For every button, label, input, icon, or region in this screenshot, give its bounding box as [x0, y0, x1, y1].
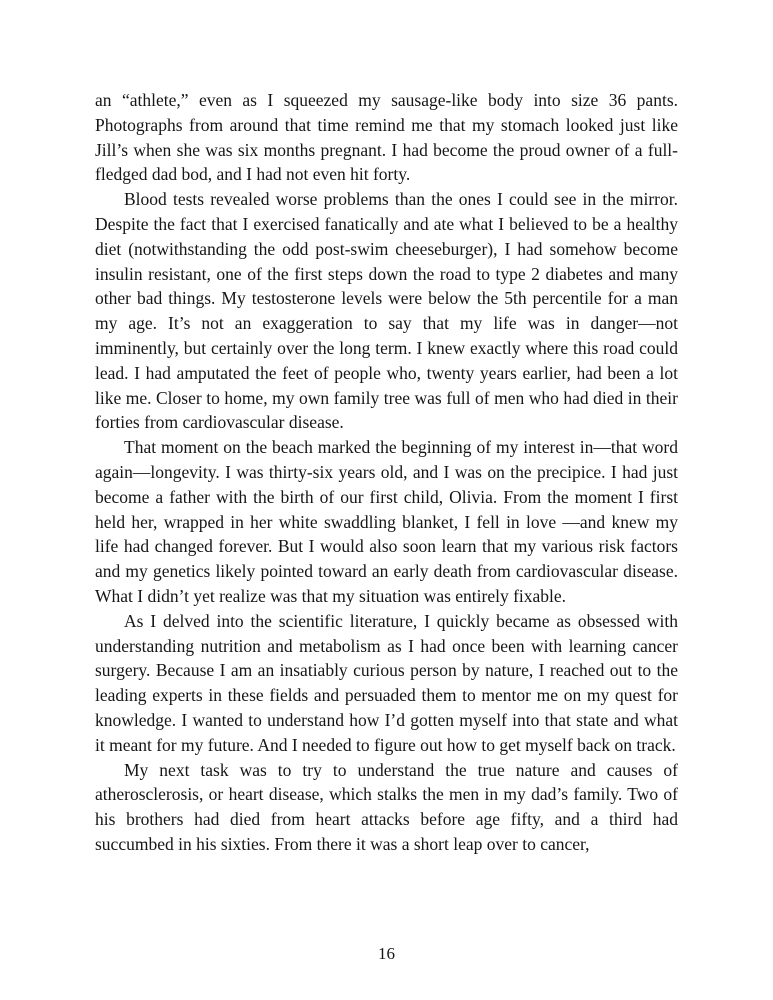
page-number: 16 [378, 944, 395, 963]
paragraph: That moment on the beach marked the beginning of my interest in—that word again—longevity. I was thirty-six years old, and I was on the precipice. I had just become a father with the birth of our first child, Olivia. From the moment I first held her, wrapped in her white swaddling blanket, I fell in love —and knew my life had changed forever. But I would also soon learn that my various risk factors and my genetics likely pointed toward an early death from cardiovascular disease. What I didn’t yet realize was that my situation was entirely fixable. [95, 437, 678, 606]
body-text [95, 88, 678, 857]
paragraph: an “athlete,” even as I squeezed my sausage-like body into size 36 pants. Photographs from around that time remind me that my stomach looked just like Jill’s when she was six months pregnant. I had become the proud owner of a full-fledged dad bod, and I had not even hit forty. [95, 90, 678, 185]
paragraph: Blood tests revealed worse problems than the ones I could see in the mirror. Despite the fact that I exercised fanatically and ate what I believed to be a healthy diet (notwithstanding the odd post-swim cheeseburger), I had somehow become insulin resistant, one of the first steps down the road to type 2 diabetes and many other bad things. My testosterone levels were below the 5th percentile for a man my age. It’s not an exaggeration to say that my life was in danger—not imminently, but certainly over the long term. I knew exactly where this road could lead. I had amputated the feet of people who, twenty years earlier, had been a lot like me. Closer to home, my own family tree was full of men who had died in their forties from cardiovascular disease. [95, 189, 678, 433]
paragraph: My next task was to try to understand the true nature and causes of atherosclerosis, or heart disease, which stalks the men in my dad’s family. Two of his brothers had died from heart attacks before age fifty, and a third had succumbed in his sixties. From there it was a short leap over to cancer, [95, 759, 678, 854]
paragraph: As I delved into the scientific literature, I quickly became as obsessed with understanding nutrition and metabolism as I had once been with learning cancer surgery. Because I am an insatiably curious person by nature, I reached out to the leading experts in these fields and persuaded them to mentor me on my quest for knowledge. I wanted to understand how I’d gotten myself into that state and what it meant for my future. And I needed to figure out how to get myself back on track. [95, 610, 678, 755]
